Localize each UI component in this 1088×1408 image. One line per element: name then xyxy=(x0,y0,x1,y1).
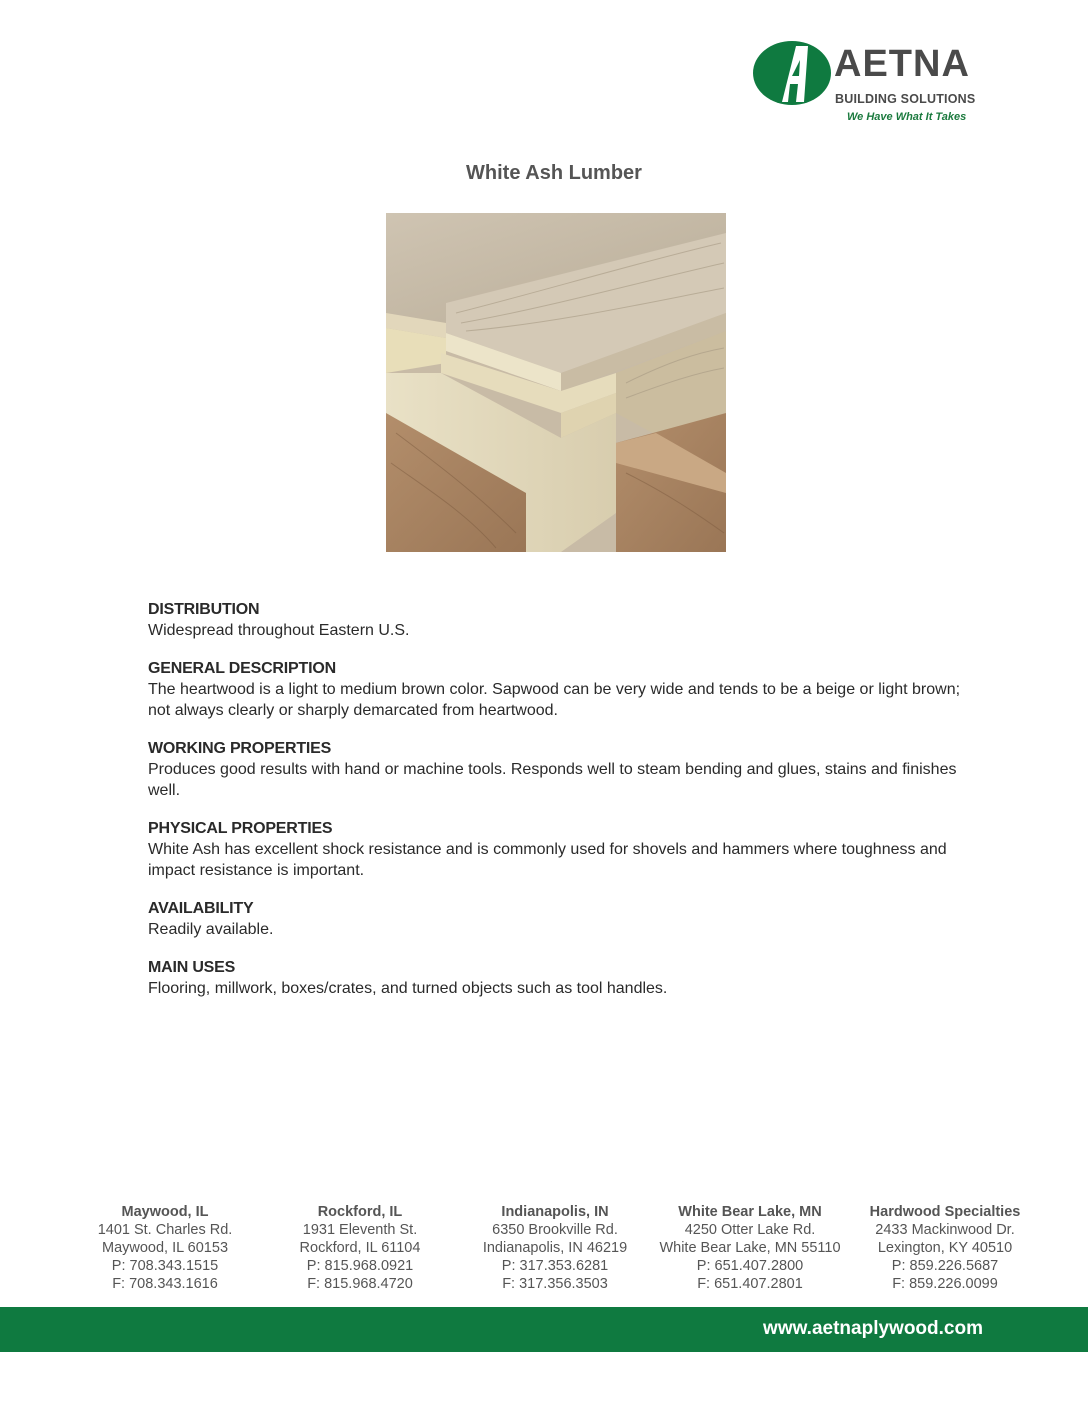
section-main-uses xyxy=(148,958,968,999)
office-city: Lexington, KY 40510 xyxy=(877,1240,1013,1256)
section-body: Produces good results with hand or machine tools. Responds well to steam bending and glues, stains and finishes well. xyxy=(148,761,957,799)
company-logo xyxy=(752,40,1002,130)
section-heading: WORKING PROPERTIES xyxy=(148,740,332,757)
office-fax: F: 859.226.0099 xyxy=(892,1276,998,1292)
office-name: Rockford, IL xyxy=(317,1204,403,1220)
footer-bar xyxy=(0,1307,1088,1352)
content-sections xyxy=(148,600,968,1017)
office-street: 4250 Otter Lake Rd. xyxy=(684,1222,816,1238)
section-body: The heartwood is a light to medium brown color. Sapwood can be very wide and tends to be a beige or light brown; not always clearly or sharply demarcated from heartwood. xyxy=(148,681,961,719)
aetna-a-logo-icon xyxy=(752,40,832,106)
white-ash-boards-image xyxy=(386,213,726,552)
office-phone: P: 317.353.6281 xyxy=(501,1258,609,1274)
section-heading: MAIN USES xyxy=(148,959,236,976)
office-street: 6350 Brookville Rd. xyxy=(492,1222,618,1238)
section-distribution xyxy=(148,600,968,641)
section-heading: PHYSICAL PROPERTIES xyxy=(148,820,333,837)
office-name: White Bear Lake, MN xyxy=(678,1204,822,1220)
section-heading: GENERAL DESCRIPTION xyxy=(148,660,336,677)
office-white-bear-lake xyxy=(655,1203,845,1293)
lumber-photo xyxy=(386,213,726,552)
office-city: Rockford, IL 61104 xyxy=(299,1240,421,1256)
office-name: Hardwood Specialties xyxy=(869,1204,1021,1220)
office-phone: P: 708.343.1515 xyxy=(111,1258,219,1274)
document-title: White Ash Lumber xyxy=(466,162,642,184)
office-city: White Bear Lake, MN 55110 xyxy=(659,1240,841,1256)
section-body: Readily available. xyxy=(148,921,274,938)
section-availability xyxy=(148,899,968,940)
office-phone: P: 859.226.5687 xyxy=(891,1258,999,1274)
office-phone: P: 651.407.2800 xyxy=(696,1258,804,1274)
office-rockford xyxy=(265,1203,455,1293)
office-hardwood-specialties xyxy=(850,1203,1040,1293)
section-heading: DISTRIBUTION xyxy=(148,601,260,618)
office-street: 2433 Mackinwood Dr. xyxy=(875,1222,1015,1238)
office-fax: F: 708.343.1616 xyxy=(112,1276,218,1292)
office-maywood xyxy=(70,1203,260,1293)
office-city: Indianapolis, IN 46219 xyxy=(482,1240,628,1256)
website-link[interactable]: www.aetnaplywood.com xyxy=(763,1318,983,1339)
office-name: Maywood, IL xyxy=(121,1204,209,1220)
section-body: Widespread throughout Eastern U.S. xyxy=(148,622,410,639)
office-street: 1931 Eleventh St. xyxy=(302,1222,418,1238)
section-body: White Ash has excellent shock resistance and is commonly used for shovels and hammers where toughness and impact resistance is important. xyxy=(148,841,947,879)
office-locations xyxy=(70,1203,1040,1293)
section-general-description xyxy=(148,659,968,721)
office-street: 1401 St. Charles Rd. xyxy=(97,1222,233,1238)
office-phone: P: 815.968.0921 xyxy=(306,1258,414,1274)
office-fax: F: 815.968.4720 xyxy=(307,1276,413,1292)
office-indianapolis xyxy=(460,1203,650,1293)
section-body: Flooring, millwork, boxes/crates, and turned objects such as tool handles. xyxy=(148,980,668,997)
brand-subtitle: BUILDING SOLUTIONS xyxy=(835,92,976,106)
office-fax: F: 651.407.2801 xyxy=(697,1276,803,1292)
brand-name: AETNA xyxy=(834,43,970,85)
section-working-properties xyxy=(148,739,968,801)
section-physical-properties xyxy=(148,819,968,881)
office-fax: F: 317.356.3503 xyxy=(502,1276,608,1292)
brand-tagline: We Have What It Takes xyxy=(847,111,967,123)
section-heading: AVAILABILITY xyxy=(148,900,254,917)
office-name: Indianapolis, IN xyxy=(501,1204,609,1220)
office-city: Maywood, IL 60153 xyxy=(101,1240,229,1256)
